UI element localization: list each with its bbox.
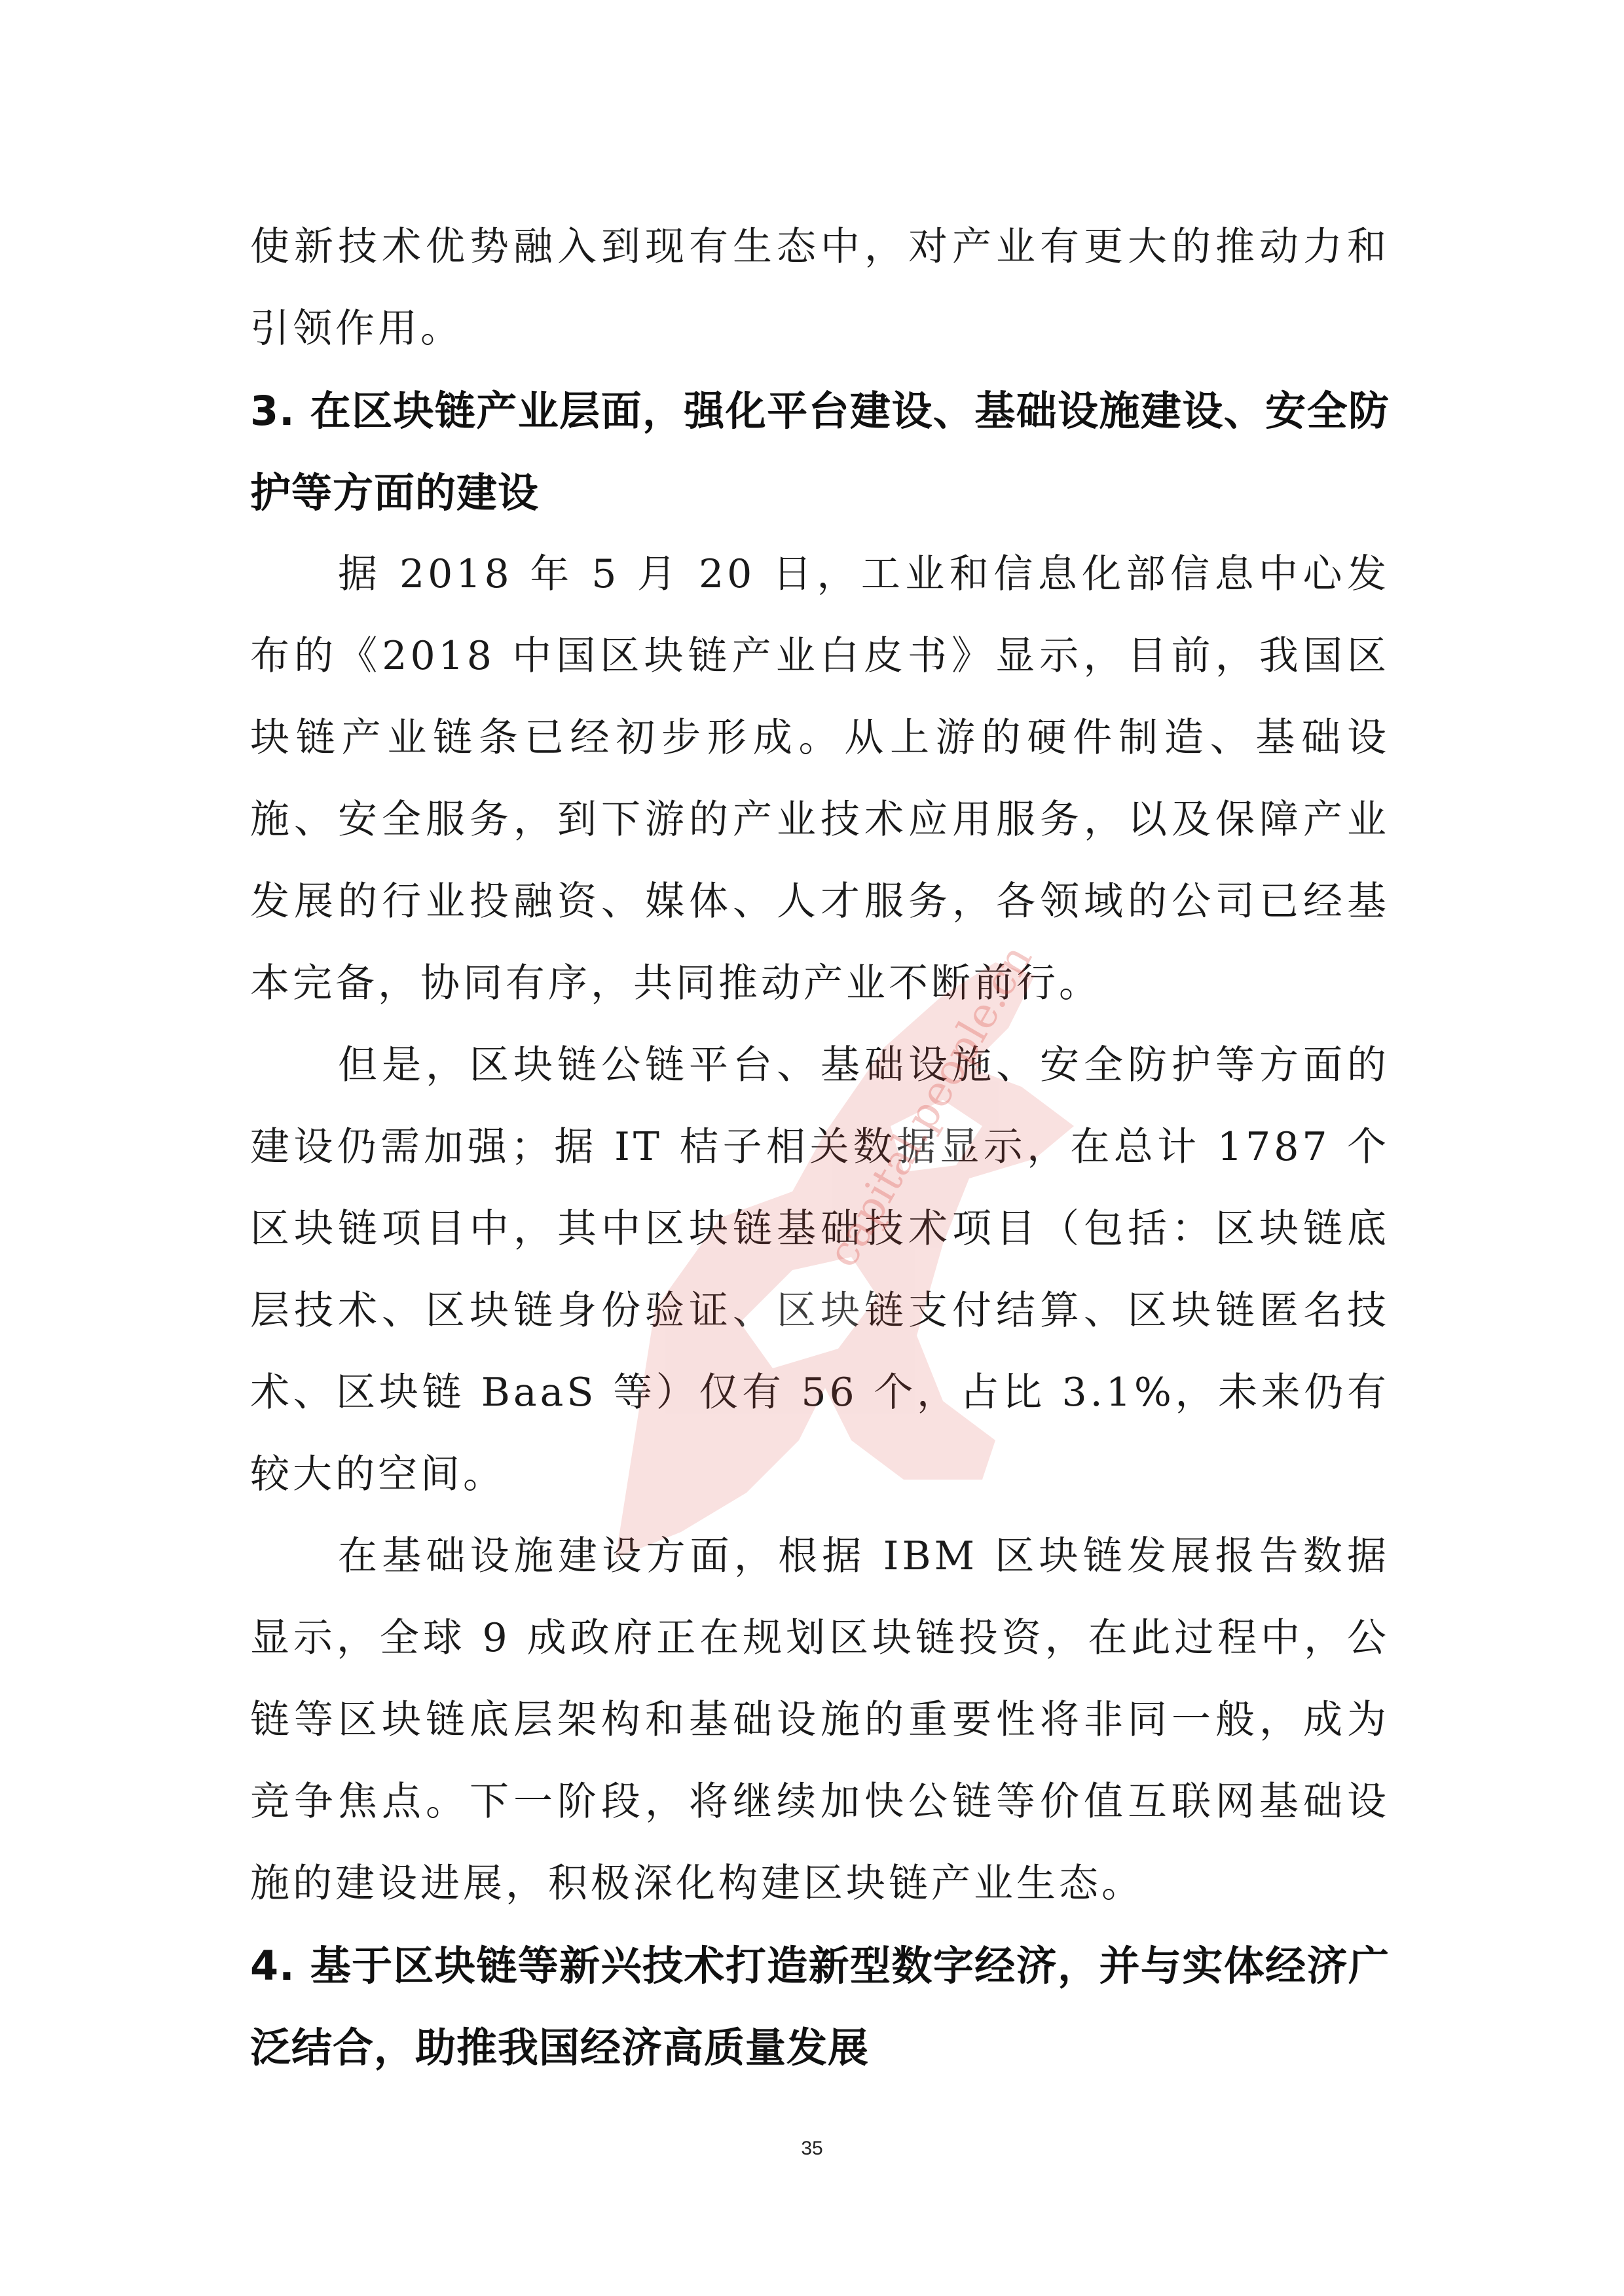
page-number: 35 — [801, 2138, 823, 2159]
paragraph-public-chain: 但是，区块链公链平台、基础设施、安全防护等方面的建设仍需加强；据 IT 桔子相关数据显示，在总计 1787 个区块链项目中，其中区块链基础技术项目（包括：区块链底层技术、区块链身份验证、区块链支付结算、区块链匿名技术、区块链 BaaS 等）仅有 56 个，占比 3.1%，未来仍有较大的空间。 — [250, 1042, 1390, 1497]
paragraph-whitepaper: 据 2018 年 5 月 20 日，工业和信息化部信息中心发布的《2018 中国区块链产业白皮书》显示，目前，我国区块链产业链条已经初步形成。从上游的硬件制造、基础设施、安全服务，到下游的产业技术应用服务，以及保障产业发展的行业投融资、媒体、人才服务，各领域的公司已经基本完备，协同有序，共同推动产业不断前行。 — [250, 551, 1390, 1006]
paragraph-continuation: 使新技术优势融入到现有生态中，对产业有更大的推动力和引领作用。 — [250, 224, 1390, 352]
section-heading-4: 4. 基于区块链等新兴技术打造新型数字经济，并与实体经济广泛结合，助推我国经济高质量发展 — [250, 1942, 1390, 2071]
watermark-url: capital.people.cn — [818, 937, 1042, 1275]
section-heading-3: 3. 在区块链产业层面，强化平台建设、基础设施建设、安全防护等方面的建设 — [250, 387, 1390, 517]
page-content — [250, 206, 1390, 2088]
paragraph-infrastructure: 在基础设施建设方面，根据 IBM 区块链发展报告数据显示，全球 9 成政府正在规划区块链投资，在此过程中，公链等区块链底层架构和基础设施的重要性将非同一般，成为竞争焦点。下一阶段，将继续加快公链等价值互联网基础设施的建设进展，积极深化构建区块链产业生态。 — [250, 1533, 1390, 1906]
